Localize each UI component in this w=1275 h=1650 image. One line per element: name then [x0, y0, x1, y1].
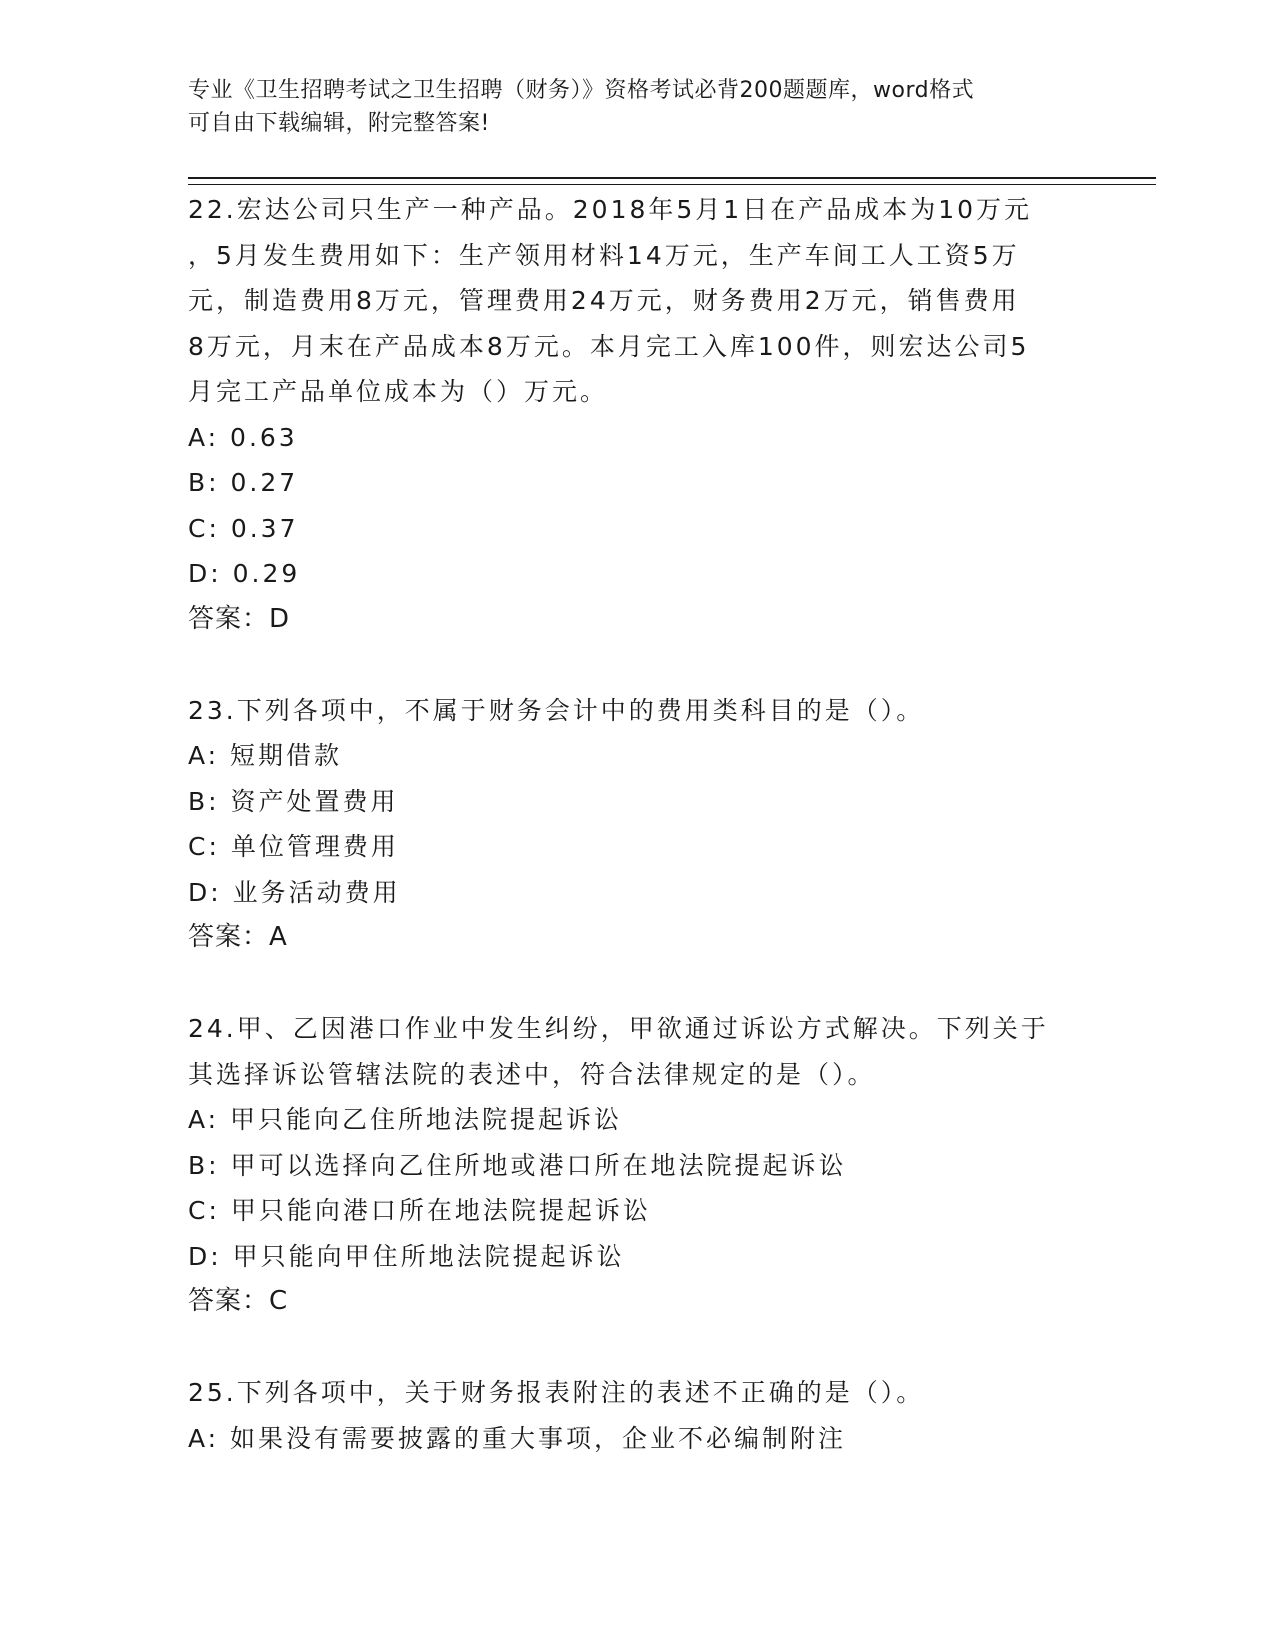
option-c: C: 0.37 — [188, 513, 299, 543]
spacer — [188, 642, 1088, 688]
header-divider-thick — [188, 177, 1156, 179]
option-a: A: 甲只能向乙住所地法院提起诉讼 — [188, 1105, 623, 1134]
option-a: A: 如果没有需要披露的重大事项，企业不必编制附注 — [188, 1423, 847, 1453]
question-text-line: ，5月发生费用如下：生产领用材料14万元，生产车间工人工资5万 — [188, 240, 1020, 270]
question-text-line: 8万元，月末在产品成本8万元。本月完工入库100件，则宏达公司5 — [188, 331, 1030, 361]
option-d: D: 甲只能向甲住所地法院提起诉讼 — [188, 1241, 625, 1271]
option-d: D: 0.29 — [188, 559, 301, 588]
question-text-line: 元，制造费用8万元，管理费用24万元，财务费用2万元，销售费用 — [188, 286, 1020, 315]
question-24 — [188, 1006, 1088, 1325]
option-c: C: 单位管理费用 — [188, 832, 399, 861]
question-text-line: 月完工产品单位成本为（）万元。 — [188, 377, 609, 406]
option-d: D: 业务活动费用 — [188, 877, 401, 907]
question-text-line: 其选择诉讼管辖法院的表述中，符合法律规定的是（）。 — [188, 1059, 876, 1089]
option-c: C: 甲只能向港口所在地法院提起诉讼 — [188, 1196, 651, 1225]
document-header — [188, 74, 1068, 140]
header-line-1: 专业《卫生招聘考试之卫生招聘（财务）》资格考试必背200题题库，word格式 — [188, 78, 975, 103]
answer: 答案：D — [188, 603, 291, 634]
answer: 答案：C — [188, 1286, 289, 1316]
question-list — [188, 187, 1088, 1461]
question-25 — [188, 1370, 1088, 1461]
spacer — [188, 1325, 1088, 1371]
header-line-2: 可自由下载编辑，附完整答案! — [188, 111, 490, 136]
question-23 — [188, 688, 1088, 961]
answer: 答案：A — [188, 922, 288, 952]
option-a: A: 短期借款 — [188, 741, 343, 770]
question-22 — [188, 187, 1088, 642]
question-text-line: 25.下列各项中，关于财务报表附注的表述不正确的是（）。 — [188, 1378, 925, 1407]
question-text-line: 24.甲、乙因港口作业中发生纠纷，甲欲通过诉讼方式解决。下列关于 — [188, 1014, 1049, 1043]
question-text-line: 22.宏达公司只生产一种产品。2018年5月1日在产品成本为10万元 — [188, 195, 1033, 224]
option-a: A: 0.63 — [188, 422, 298, 452]
spacer — [188, 961, 1088, 1007]
option-b: B: 甲可以选择向乙住所地或港口所在地法院提起诉讼 — [188, 1150, 847, 1180]
option-b: B: 0.27 — [188, 468, 299, 497]
question-text-line: 23.下列各项中，不属于财务会计中的费用类科目的是（）。 — [188, 695, 925, 725]
option-b: B: 资产处置费用 — [188, 786, 399, 816]
header-divider-thin — [188, 184, 1156, 185]
